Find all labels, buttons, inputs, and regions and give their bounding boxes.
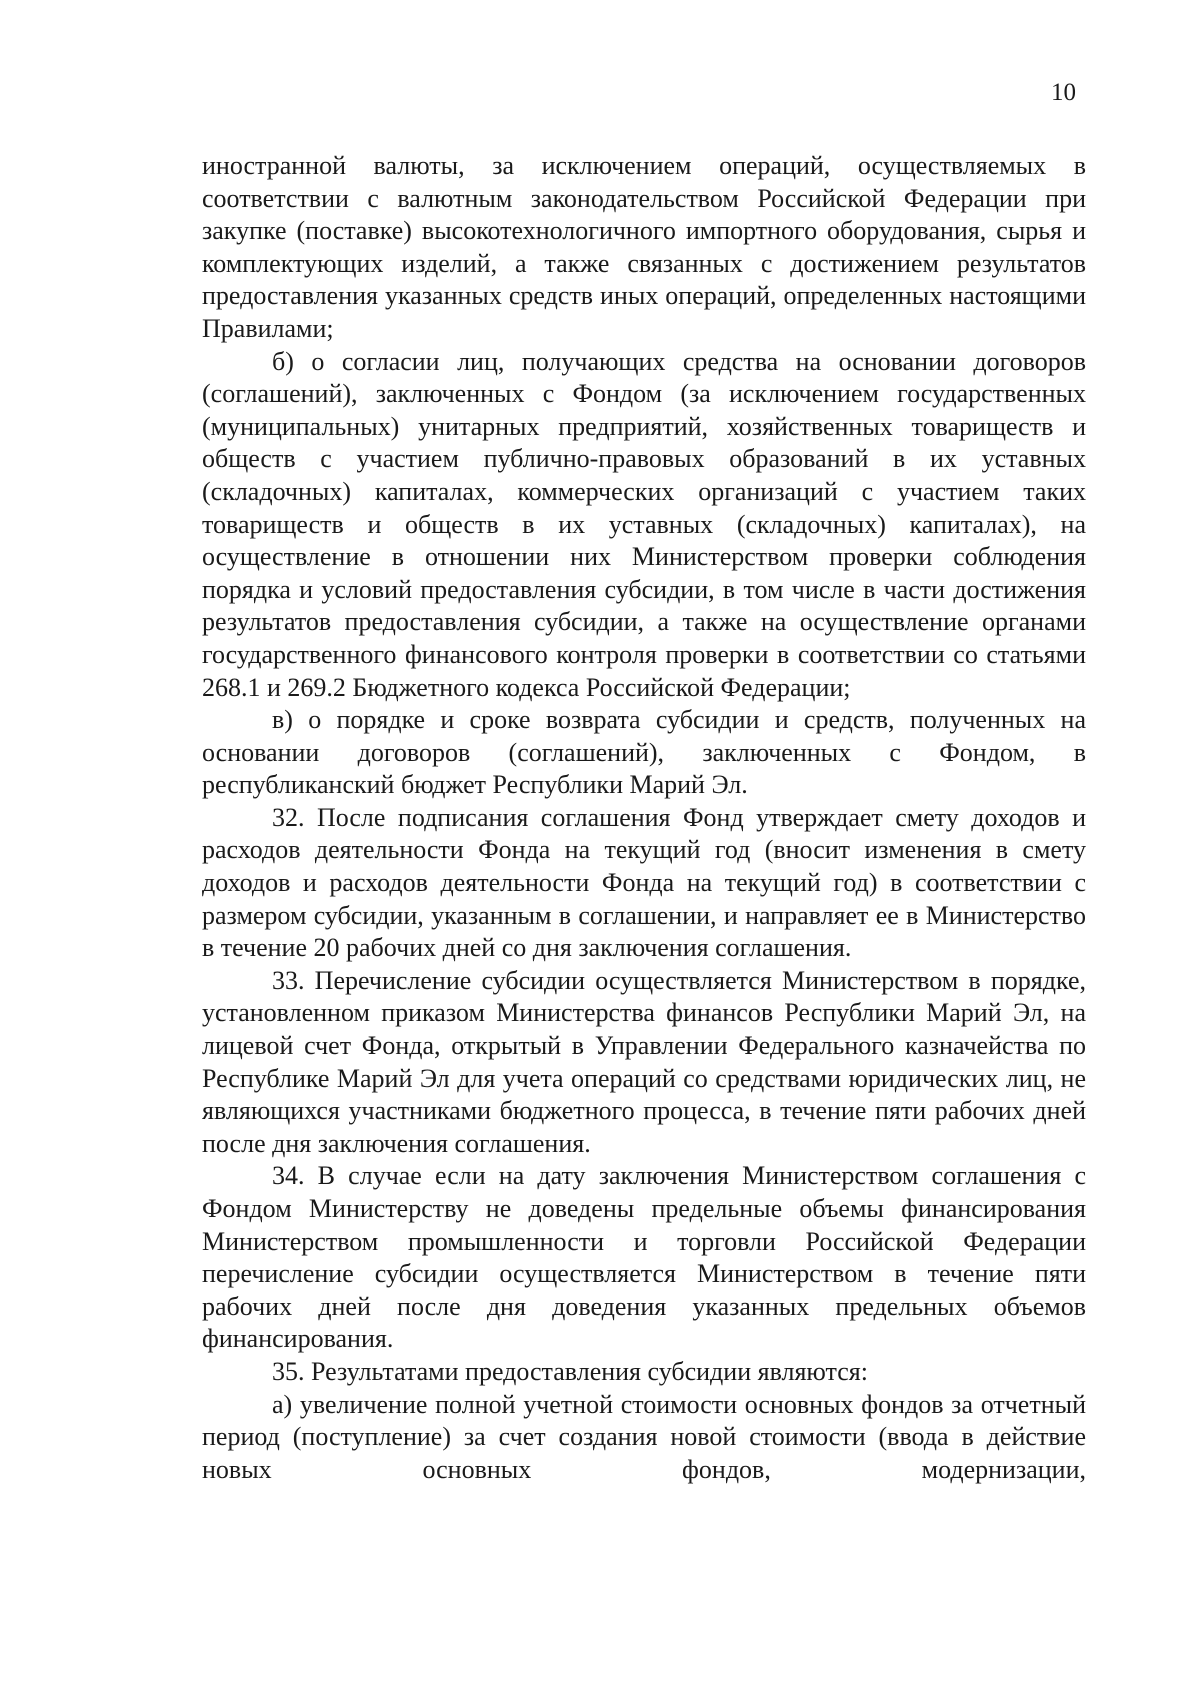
paragraph-item-a: а) увеличение полной учетной стоимости основных фондов за отчетный период (поступление) за счет создания новой стоимости (ввода в действие новых основных фондов, модернизации, bbox=[202, 1389, 1086, 1484]
paragraph-33: 33. Перечисление субсидии осуществляется Министерством в порядке, установленном приказом Министерства финансов Республики Марий Эл, на лицевой счет Фонда, открытый в Управлении Федерального казначейства по Республике Марий Эл для учета операций со средствами юридических лиц, не являющихся участниками бюджетного процесса, в течение пяти рабочих дней после дня заключения соглашения. bbox=[202, 965, 1086, 1158]
paragraph-35: 35. Результатами предоставления субсидии являются: bbox=[272, 1356, 868, 1386]
paragraph-continuation: иностранной валюты, за исключением операций, осуществляемых в соответствии с валютным законодательством Российской Федерации при закупке (поставке) высокотехнологичного импортного оборудования, сырья и комплектующих изделий, а также связанных с достижением результатов предоставления указанных средств иных операций, определенных настоящими Правилами; bbox=[202, 151, 1086, 343]
paragraph-32: 32. После подписания соглашения Фонд утверждает смету доходов и расходов деятельности Фонда на текущий год (вносит изменения в смету доходов и расходов деятельности Фонда на текущий год) в соответствии с размером субсидии, указанным в соглашении, и направляет ее в Министерство в течение 20 рабочих дней со дня заключения соглашения. bbox=[202, 802, 1086, 963]
paragraph-item-b: б) о согласии лиц, получающих средства на основании договоров (соглашений), заключенных с Фондом (за исключением государственных (муниципальных) унитарных предприятий, хозяйственных товариществ и обществ с участием публично-правовых образований в их уставных (складочных) капиталах, коммерческих организаций с участием таких товариществ и обществ в их уставных (складочных) капиталах), на осуществление в отношении них Министерством проверки соблюдения порядка и условий предоставления субсидии, в том числе в части достижения результатов предоставления субсидии, а также на осуществление органами государственного финансового контроля проверки в соответствии со статьями 268.1 и 269.2 Бюджетного кодекса Российской Федерации; bbox=[202, 346, 1086, 702]
paragraph-34: 34. В случае если на дату заключения Министерством соглашения с Фондом Министерству не доведены предельные объемы финансирования Министерством промышленности и торговли Российской Федерации перечисление субсидии осуществляется Министерством в течение пяти рабочих дней после дня доведения указанных предельных объемов финансирования. bbox=[202, 1161, 1086, 1354]
page-number: 10 bbox=[1051, 79, 1076, 106]
document-body bbox=[202, 150, 1086, 1486]
paragraph-item-v: в) о порядке и сроке возврата субсидии и средств, полученных на основании договоров (соглашений), заключенных с Фондом, в республиканский бюджет Республики Марий Эл. bbox=[202, 705, 1086, 800]
